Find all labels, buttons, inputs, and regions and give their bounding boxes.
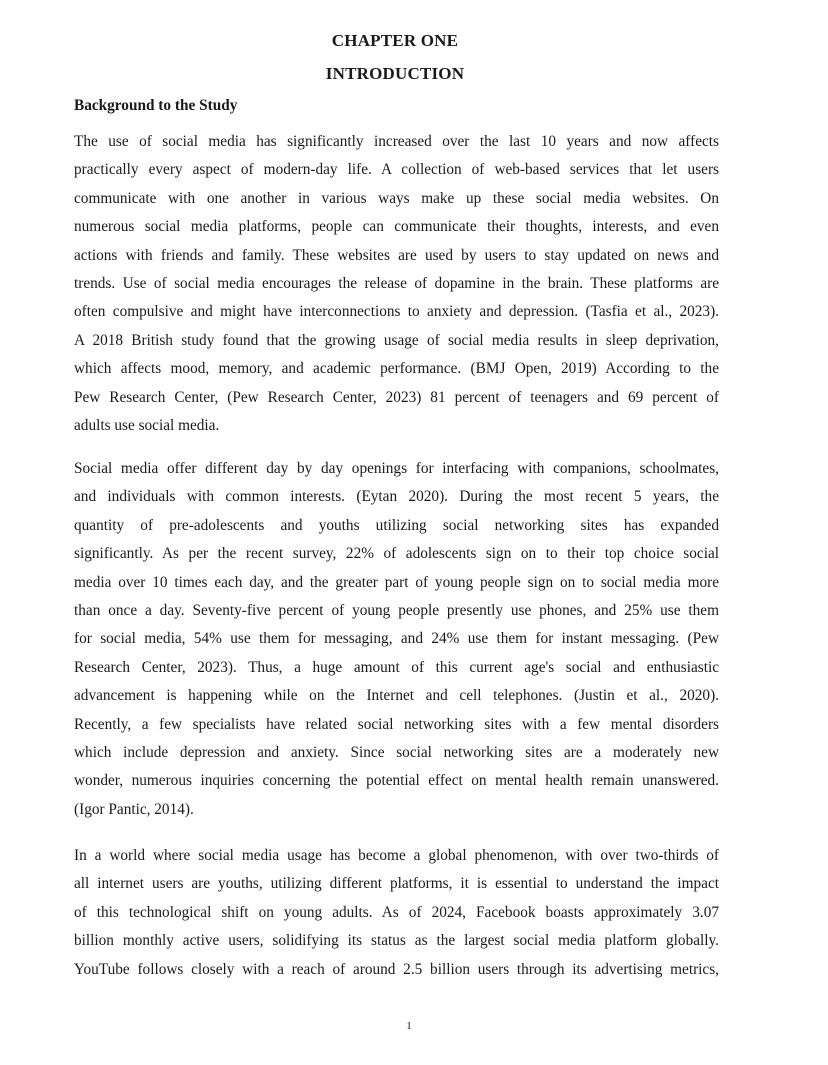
text-line: quantity of pre-adolescents and youths utilizing social networking sites has expanded: [74, 516, 719, 534]
text-line: advancement is happening while on the Internet and cell telephones. (Justin et al., 2020).: [74, 687, 719, 705]
text-line: adults use social media.: [74, 417, 220, 435]
text-line: numerous social media platforms, people can communicate their thoughts, interests, and even: [74, 218, 719, 236]
paragraph-2: [74, 455, 719, 824]
text-line: Pew Research Center, (Pew Research Center, 2023) 81 percent of teenagers and 69 percent of: [74, 388, 719, 406]
text-line: A 2018 British study found that the growing usage of social media results in sleep deprivation,: [74, 331, 719, 349]
page-number: 1: [406, 1020, 412, 1032]
text-line: than once a day. Seventy-five percent of young people presently use phones, and 25% use them: [74, 602, 719, 620]
chapter-heading: CHAPTER ONE: [331, 31, 459, 50]
text-line: The use of social media has significantly increased over the last 10 years and now affects: [74, 133, 719, 150]
subheading: Background to the Study: [74, 97, 238, 114]
text-line: significantly. As per the recent survey, 22% of adolescents sign on to their top choice social: [74, 545, 719, 563]
text-line: often compulsive and might have interconnections to anxiety and depression. (Tasfia et al., 2023).: [74, 303, 719, 321]
text-line: of this technological shift on young adults. As of 2024, Facebook boasts approximately 3.07: [74, 903, 719, 921]
text-line: communicate with one another in various ways make up these social media websites. On: [74, 189, 719, 207]
text-line: Research Center, 2023). Thus, a huge amount of this current age's social and enthusiastic: [74, 658, 719, 676]
paragraph-3: [74, 842, 719, 984]
text-line: Social media offer different day by day openings for interfacing with companions, schoolmates,: [74, 460, 719, 477]
text-line: all internet users are youths, utilizing different platforms, it is essential to understand the impact: [74, 875, 719, 893]
text-line: billion monthly active users, solidifying its status as the largest social media platform globally.: [74, 932, 719, 950]
text-line: Recently, a few specialists have related social networking sites with a few mental disorders: [74, 715, 719, 733]
text-line: YouTube follows closely with a reach of around 2.5 billion users through its advertising metrics,: [74, 960, 719, 978]
text-line: which affects mood, memory, and academic performance. (BMJ Open, 2019) According to the: [74, 360, 719, 378]
text-line: media over 10 times each day, and the greater part of young people sign on to social media more: [74, 573, 719, 591]
text-line: In a world where social media usage has become a global phenomenon, with over two-thirds of: [74, 847, 719, 864]
text-line: actions with friends and family. These websites are used by users to stay updated on news and: [74, 246, 719, 264]
text-line: trends. Use of social media encourages the release of dopamine in the brain. These platforms are: [74, 275, 719, 293]
text-line: which include depression and anxiety. Since social networking sites are a moderately new: [74, 744, 719, 762]
section-heading: INTRODUCTION: [325, 64, 465, 83]
text-line: practically every aspect of modern-day life. A collection of web-based services that let users: [74, 161, 719, 179]
text-line: (Igor Pantic, 2014).: [74, 800, 194, 818]
text-line: wonder, numerous inquiries concerning the potential effect on mental health remain unanswered.: [74, 772, 719, 790]
text-line: and individuals with common interests. (Eytan 2020). During the most recent 5 years, the: [74, 488, 719, 506]
text-line: for social media, 54% use them for messaging, and 24% use them for instant messaging. (Pew: [74, 630, 719, 648]
paragraph-1: [74, 128, 719, 440]
